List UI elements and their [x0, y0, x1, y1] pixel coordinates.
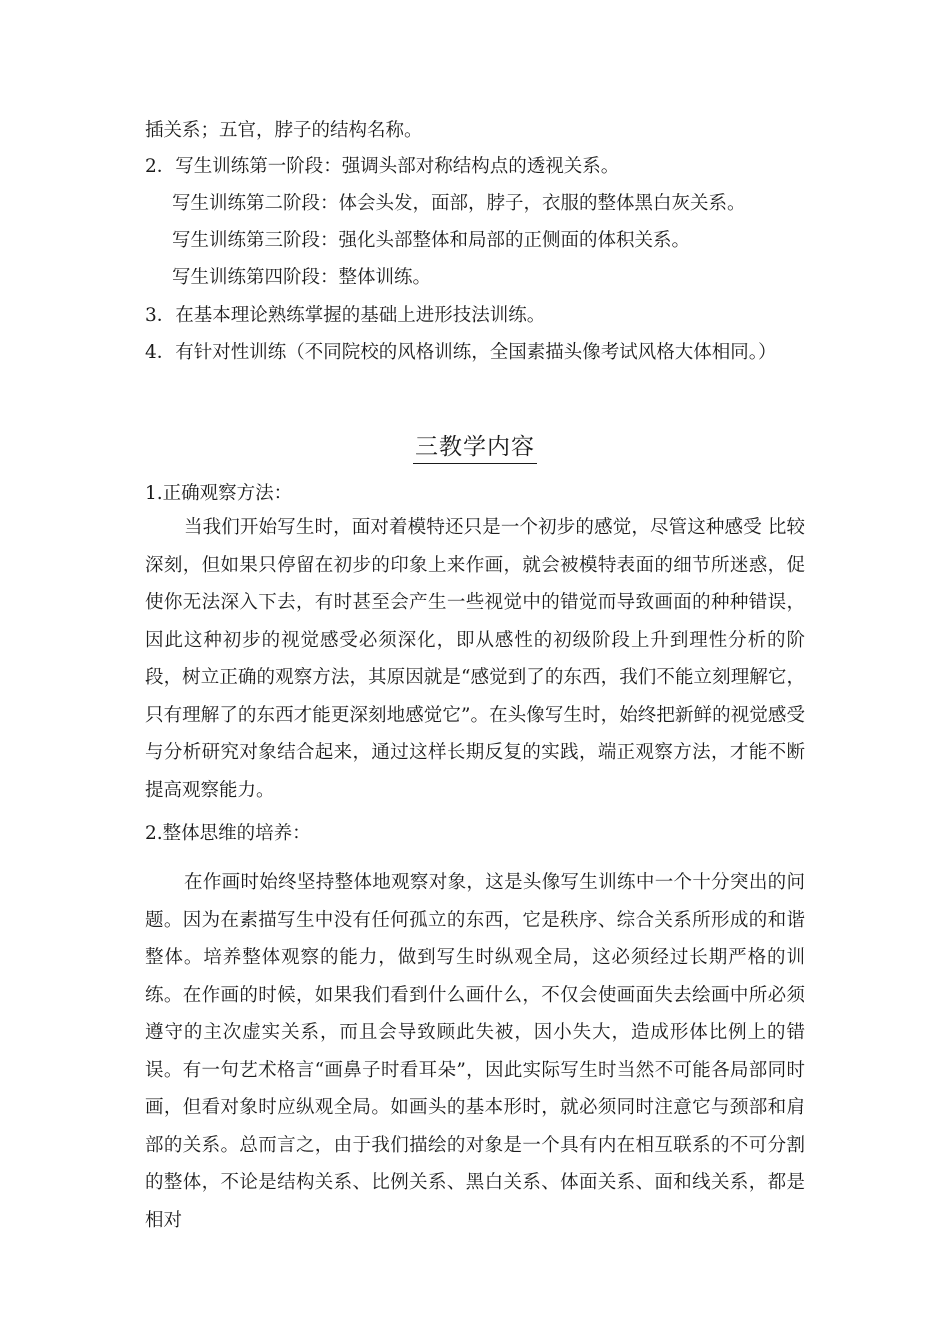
list-item-3: 3．在基本理论熟练掌握的基础上进形技法训练。: [145, 305, 546, 326]
list-item-2: 2．写生训练第一阶段：强调头部对称结构点的透视关系。: [145, 156, 620, 177]
list-item-2-stage-3: 写生训练第三阶段：强化头部整体和局部的正侧面的体积关系。: [172, 230, 691, 251]
section-heading-text: 三教学内容: [413, 432, 537, 464]
section1-title: 1.正确观察方法：: [145, 483, 293, 504]
list-item-4: 4．有针对性训练（不同院校的风格训练，全国素描头像考试风格大体相同。）: [145, 342, 777, 363]
section-heading: [0, 432, 950, 464]
continued-line: 插关系；五官，脖子的结构名称。: [145, 120, 423, 141]
list-item-2-stage-2: 写生训练第二阶段：体会头发，面部，脖子，衣服的整体黑白灰关系。: [172, 193, 746, 214]
section2-title: 2.整体思维的培养：: [145, 823, 311, 844]
section2-paragraph: 在作画时始终坚持整体地观察对象，这是头像写生训练中一个十分突出的问题。因为在素描写生中没有任何孤立的东西，它是秩序、综合关系所形成的和谐整体。培养整体观察的能力，做到写生时纵观全局，这必须经过长期严格的训练。在作画的时候，如果我们看到什么画什么，不仅会使画面失去绘画中所必须遵守的主次虚实关系，而且会导致顾此失被，因小失大，造成形体比例上的错误。有一句艺术格言“画鼻子时看耳朵”，因此实际写生时当然不可能各局部同时画，但看对象时应纵观全局。如画头的基本形时，就必须同时注意它与颈部和肩部的关系。总而言之，由于我们描绘的对象是一个具有内在相互联系的不可分割的整体，不论是结构关系、比例关系、黑白关系、体面关系、面和线关系，都是相对: [145, 872, 805, 1231]
section1-paragraph: 当我们开始写生时，面对着模特还只是一个初步的感觉，尽管这种感受 比较深刻，但如果只停留在初步的印象上来作画，就会被模特表面的细节所迷惑，促使你无法深入下去，有时甚至会产生一些视觉中的错觉而导致画面的种种错误，因此这种初步的视觉感受必须深化，即从感性的初级阶段上升到理性分析的阶段，树立正确的观察方法，其原因就是“感觉到了的东西，我们不能立刻理解它，只有理解了的东西才能更深刻地感觉它”。在头像写生时，始终把新鲜的视觉感受与分析研究对象结合起来，通过这样长期反复的实践，端正观察方法，才能不断提高观察能力。: [145, 517, 805, 801]
list-item-2-stage-4: 写生训练第四阶段：整体训练。: [172, 267, 432, 288]
